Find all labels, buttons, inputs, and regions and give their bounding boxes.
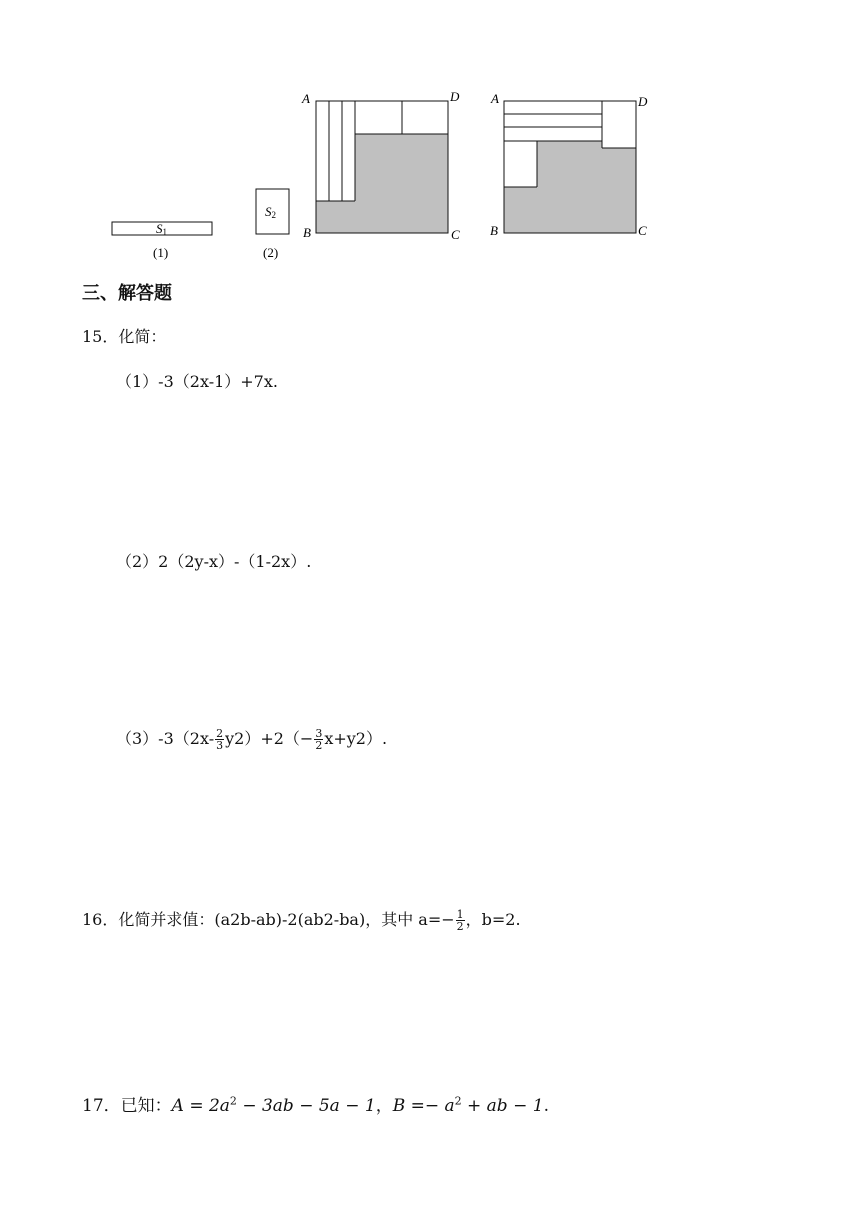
s2-label: S2: [265, 204, 276, 220]
left-label-c: C: [451, 227, 460, 242]
expression-b: $B =- a^2$ + ab − 1: [392, 1094, 544, 1116]
tiling-figure: [0, 0, 860, 270]
caption-1: (1): [153, 245, 169, 260]
q15-part2: （2）2（2y-x）-（1-2x）.: [116, 552, 312, 571]
fraction-3-2: $\frac{3}{2}$: [315, 727, 323, 752]
right-square: [490, 91, 648, 238]
left-shaded-region: [316, 134, 448, 233]
expression-a: $A = 2a^2 - 3ab - 5a - 1$: [171, 1094, 376, 1116]
q16-text: 16．化简并求值：(a2b-ab)-2(ab2-ba)，其中 a=− $\frac{1}{2}$ ，b=2.: [82, 908, 521, 933]
s1-label: S1: [156, 221, 167, 237]
q17-text: 17．已知：$A = 2a^2 - 3ab - 5a - 1$，$B =- a^2$ + ab − 1.: [82, 1094, 549, 1116]
fraction-1-2: $\frac{1}{2}$: [456, 908, 464, 933]
fraction-2-3: $\frac{2}{3}$: [216, 727, 224, 752]
q15-stem: 15．化简：: [82, 327, 167, 346]
q15-part1: （1）-3（2x-1）+7x.: [116, 372, 278, 391]
left-label-a: A: [302, 91, 310, 106]
left-square: [301, 89, 460, 242]
section-title: 三、解答题: [82, 283, 172, 304]
left-label-d: D: [450, 89, 460, 104]
caption-2: (2): [263, 245, 279, 260]
right-label-c: C: [638, 223, 647, 238]
right-label-d: D: [638, 94, 648, 109]
right-label-a: A: [491, 91, 499, 106]
right-label-b: B: [490, 223, 498, 238]
left-label-b: B: [303, 225, 311, 240]
q15-part3: （3）-3（2x- $\frac{2}{3}$ y2）+2（− $\frac{3}{2}$ x+y2）.: [116, 727, 388, 752]
